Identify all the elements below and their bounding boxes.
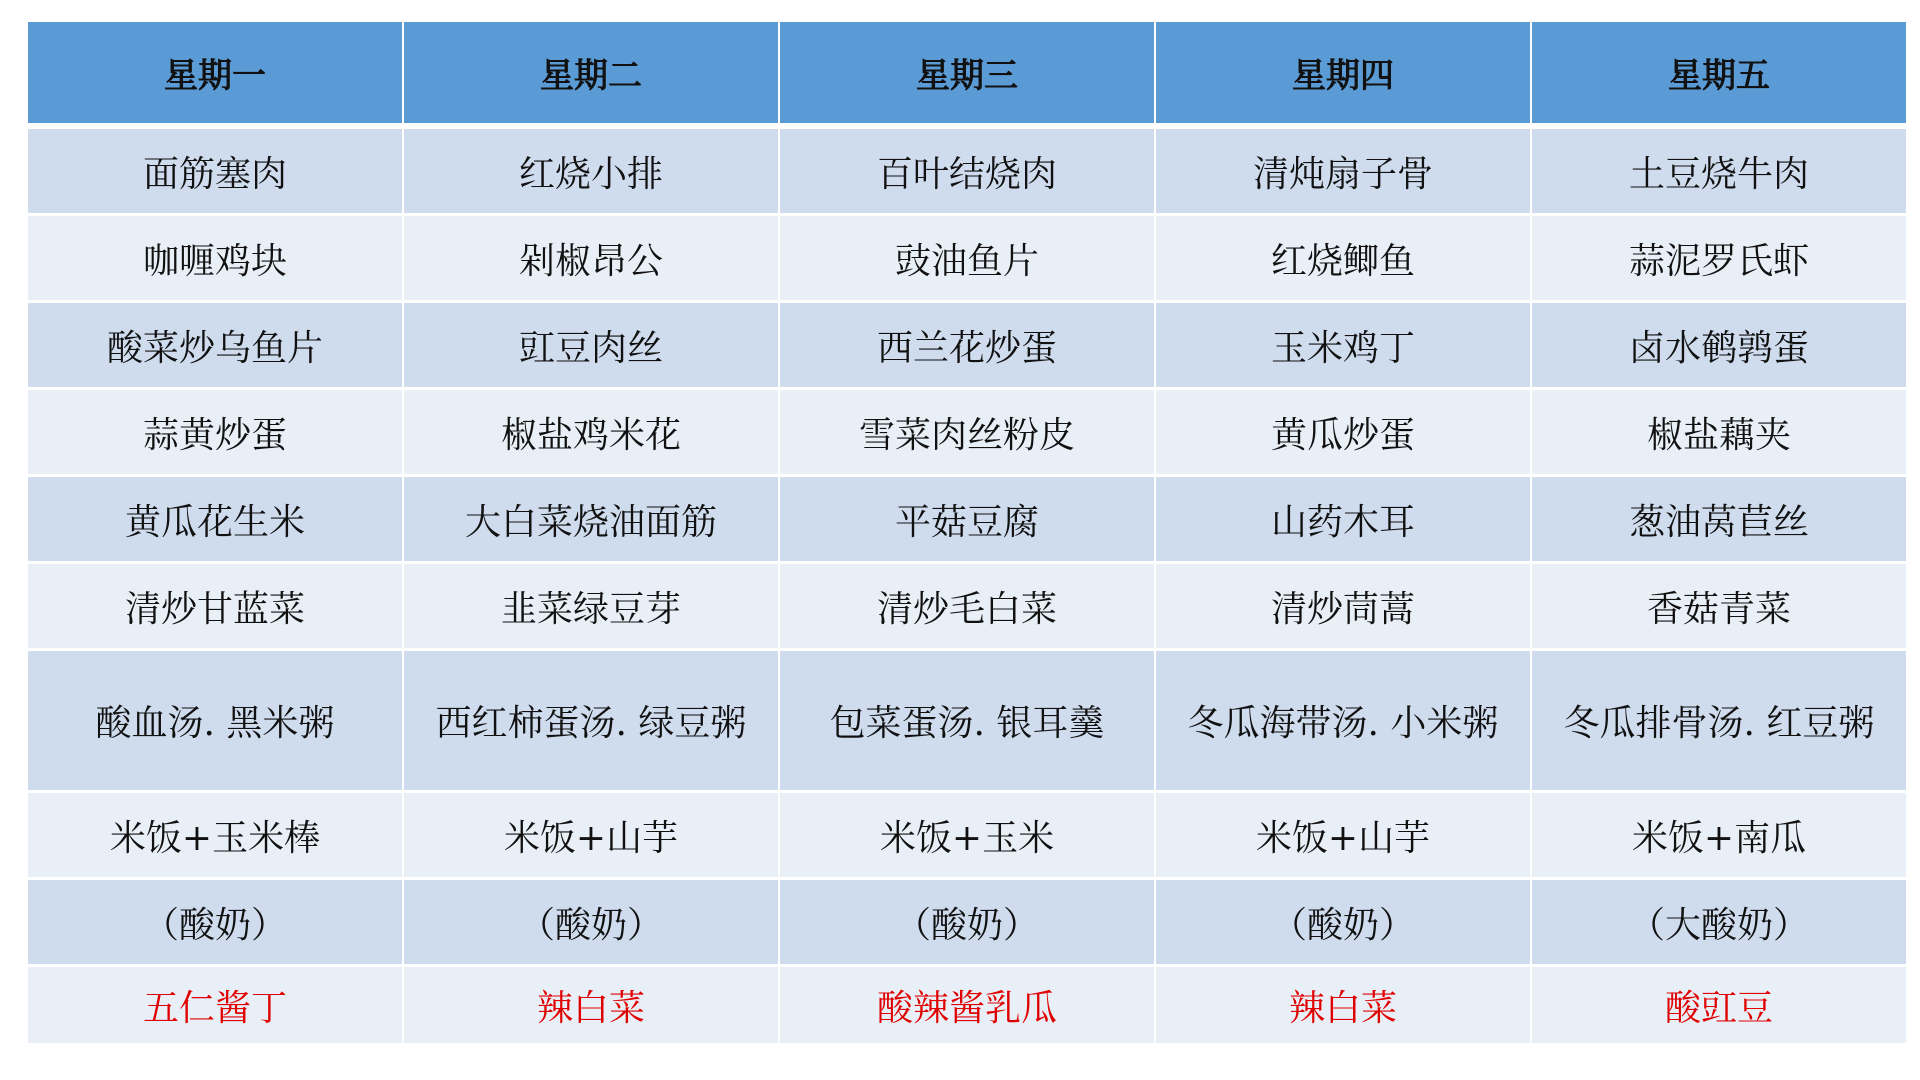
menu-cell: 平菇豆腐 (779, 476, 1155, 563)
soup-cell: 酸血汤. 黑米粥 (27, 650, 403, 792)
menu-cell: 椒盐鸡米花 (403, 389, 779, 476)
staple-cell: 米饭+南瓜 (1531, 792, 1907, 879)
menu-cell: 清炖扇子骨 (1155, 126, 1531, 215)
day-header-thu: 星期四 (1155, 22, 1531, 126)
yogurt-cell: （酸奶） (779, 879, 1155, 966)
menu-cell: 韭菜绿豆芽 (403, 563, 779, 650)
staple-cell: 米饭+山芋 (403, 792, 779, 879)
menu-cell: 卤水鹌鹑蛋 (1531, 302, 1907, 389)
pickle-cell: 五仁酱丁 (27, 966, 403, 1044)
menu-cell: 豉油鱼片 (779, 215, 1155, 302)
menu-cell: 红烧小排 (403, 126, 779, 215)
menu-cell: 大白菜烧油面筋 (403, 476, 779, 563)
menu-cell: 豇豆肉丝 (403, 302, 779, 389)
soup-cell: 冬瓜排骨汤. 红豆粥 (1531, 650, 1907, 792)
staple-cell: 米饭+玉米棒 (27, 792, 403, 879)
pickle-cell: 酸辣酱乳瓜 (779, 966, 1155, 1044)
table-row (27, 476, 1907, 563)
menu-cell: 剁椒昂公 (403, 215, 779, 302)
menu-cell: 黄瓜花生米 (27, 476, 403, 563)
menu-cell: 酸菜炒乌鱼片 (27, 302, 403, 389)
soup-cell: 包菜蛋汤. 银耳羹 (779, 650, 1155, 792)
menu-cell: 土豆烧牛肉 (1531, 126, 1907, 215)
staple-cell: 米饭+山芋 (1155, 792, 1531, 879)
menu-cell: 百叶结烧肉 (779, 126, 1155, 215)
menu-cell: 红烧鲫鱼 (1155, 215, 1531, 302)
table-row (27, 215, 1907, 302)
yogurt-cell: （酸奶） (403, 879, 779, 966)
staple-cell: 米饭+玉米 (779, 792, 1155, 879)
yogurt-cell: （大酸奶） (1531, 879, 1907, 966)
weekly-menu-table (26, 22, 1908, 1043)
table-row (27, 879, 1907, 966)
pickle-cell: 酸豇豆 (1531, 966, 1907, 1044)
menu-cell: 清炒甘蓝菜 (27, 563, 403, 650)
menu-cell: 香菇青菜 (1531, 563, 1907, 650)
day-header-tue: 星期二 (403, 22, 779, 126)
table-row (27, 966, 1907, 1044)
table-row (27, 650, 1907, 792)
soup-cell: 冬瓜海带汤. 小米粥 (1155, 650, 1531, 792)
menu-cell: 西兰花炒蛋 (779, 302, 1155, 389)
pickle-cell: 辣白菜 (403, 966, 779, 1044)
menu-cell: 黄瓜炒蛋 (1155, 389, 1531, 476)
menu-cell: 玉米鸡丁 (1155, 302, 1531, 389)
menu-cell: 葱油莴苣丝 (1531, 476, 1907, 563)
table-row (27, 126, 1907, 215)
header-row (27, 22, 1907, 126)
table-row (27, 302, 1907, 389)
menu-cell: 蒜泥罗氏虾 (1531, 215, 1907, 302)
day-header-wed: 星期三 (779, 22, 1155, 126)
day-header-fri: 星期五 (1531, 22, 1907, 126)
yogurt-cell: （酸奶） (27, 879, 403, 966)
soup-cell: 西红柿蛋汤. 绿豆粥 (403, 650, 779, 792)
table-row (27, 563, 1907, 650)
menu-cell: 清炒茼蒿 (1155, 563, 1531, 650)
table-row (27, 389, 1907, 476)
menu-cell: 椒盐藕夹 (1531, 389, 1907, 476)
yogurt-cell: （酸奶） (1155, 879, 1531, 966)
menu-cell: 雪菜肉丝粉皮 (779, 389, 1155, 476)
menu-cell: 咖喱鸡块 (27, 215, 403, 302)
menu-cell: 面筋塞肉 (27, 126, 403, 215)
pickle-cell: 辣白菜 (1155, 966, 1531, 1044)
menu-cell: 山药木耳 (1155, 476, 1531, 563)
menu-cell: 蒜黄炒蛋 (27, 389, 403, 476)
menu-cell: 清炒毛白菜 (779, 563, 1155, 650)
day-header-mon: 星期一 (27, 22, 403, 126)
table-row (27, 792, 1907, 879)
